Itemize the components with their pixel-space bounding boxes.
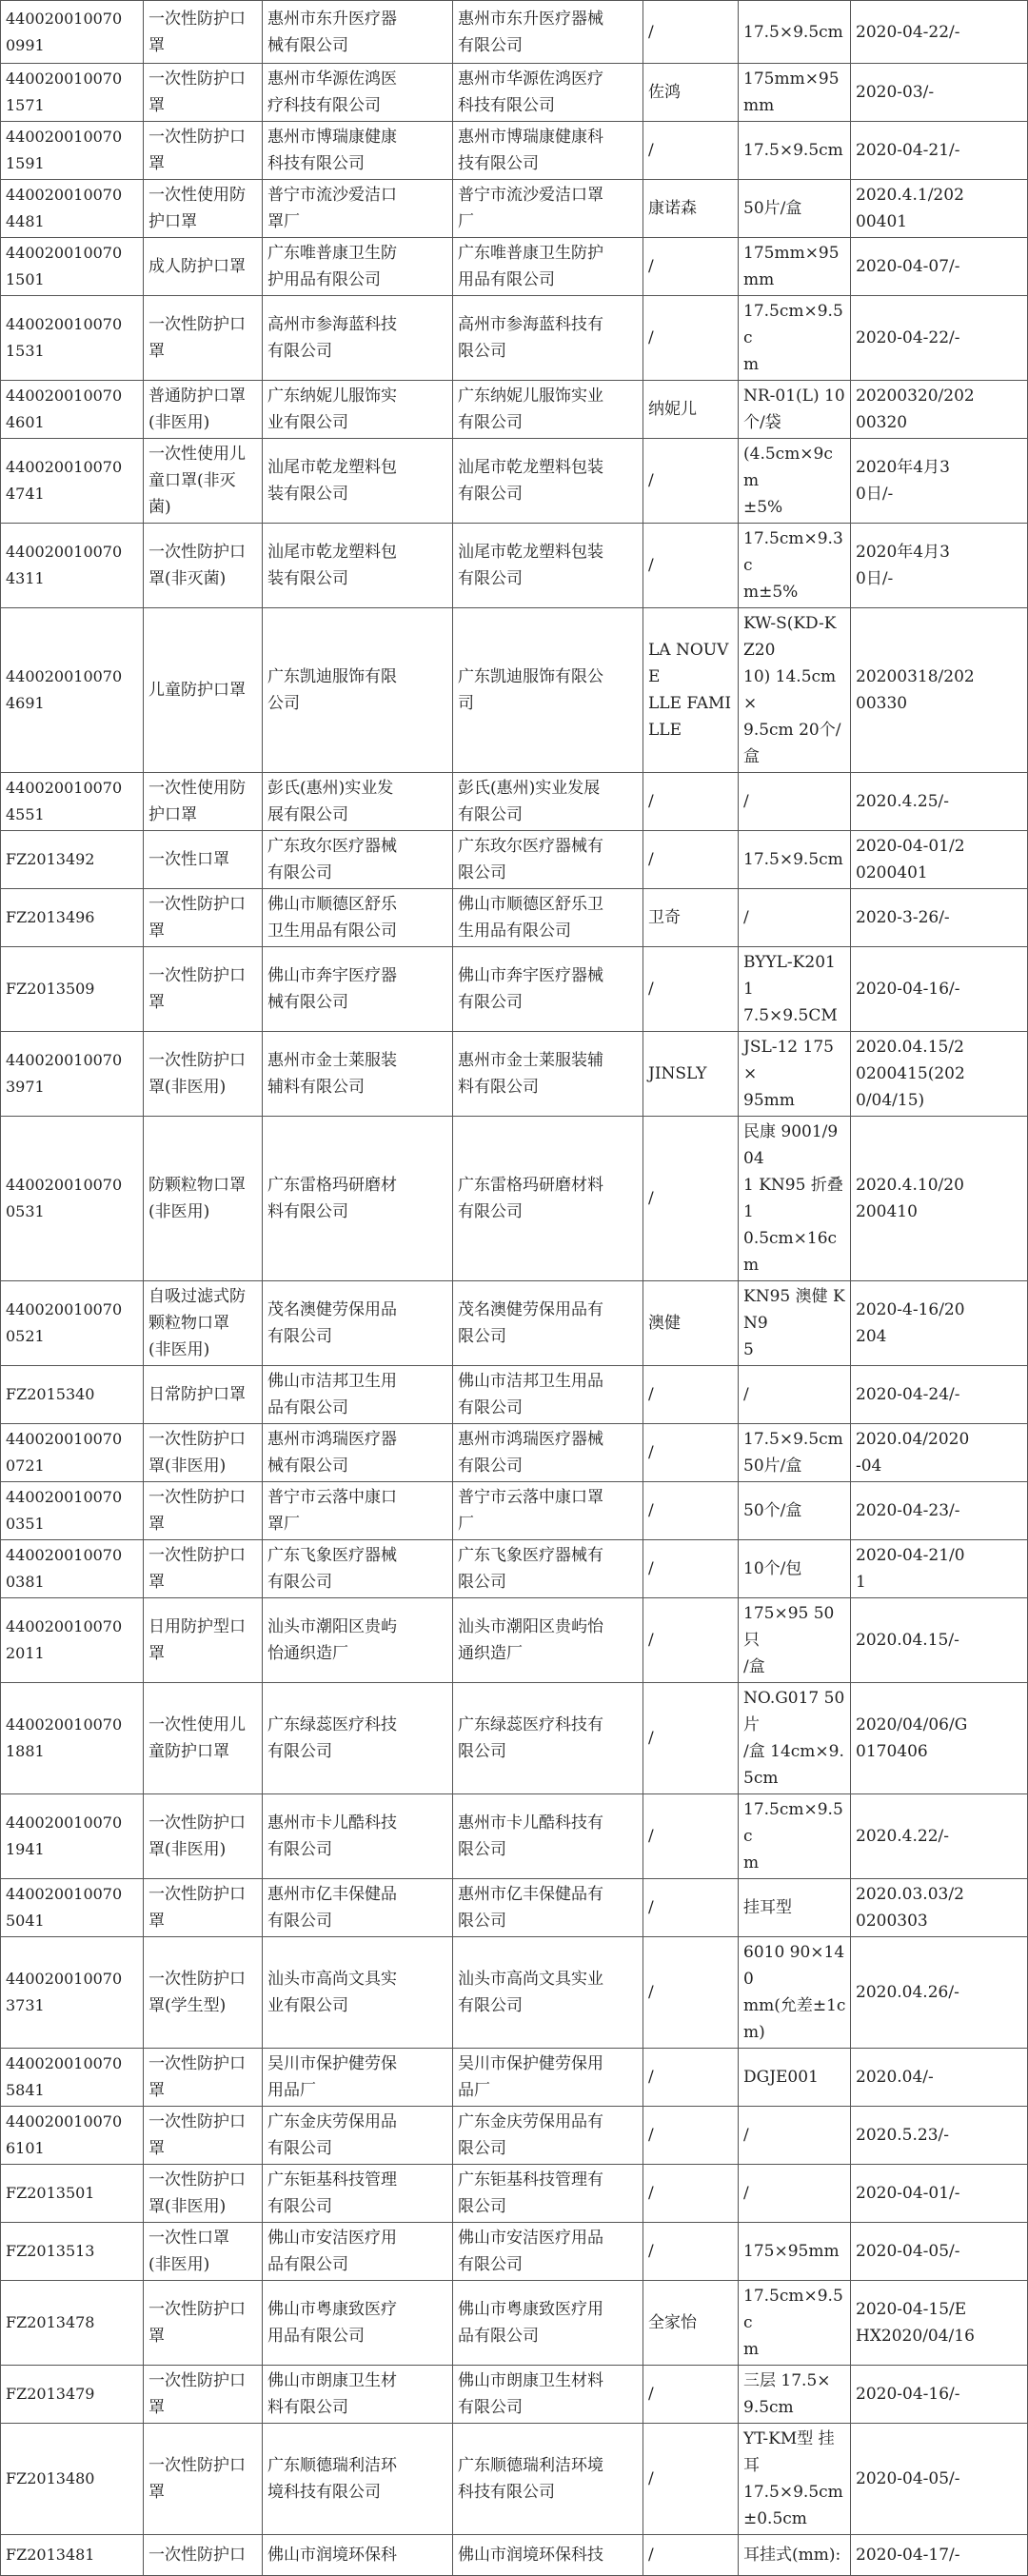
client-cell: 普宁市流沙爱洁口罩 厂	[453, 180, 643, 238]
spec-cell: /	[739, 2165, 851, 2223]
producer-cell: 汕头市高尚文具实 业有限公司	[263, 1937, 453, 2049]
client-cell: 广东纳妮儿服饰实业 有限公司	[453, 381, 643, 439]
producer-cell: 惠州市鸿瑞医疗器 械有限公司	[263, 1424, 453, 1482]
client-cell: 佛山市奔宇医疗器械 有限公司	[453, 947, 643, 1032]
spec-cell: 17.5×9.5cm	[739, 831, 851, 889]
spec-cell: 17.5cm×9.5c m	[739, 296, 851, 381]
product-name-cell: 一次性防护口 罩(非灭菌)	[144, 524, 263, 608]
product-name-cell: 日用防护型口 罩	[144, 1598, 263, 1683]
batch-date-cell: 2020-4-16/20 204	[851, 1281, 1028, 1366]
client-cell: 惠州市金士莱服装辅 料有限公司	[453, 1032, 643, 1117]
brand-cell: 卫奇	[643, 889, 739, 947]
product-name-cell: 一次性使用儿 童口罩(非灭 菌)	[144, 439, 263, 524]
producer-cell: 惠州市华源佐鸿医 疗科技有限公司	[263, 64, 453, 122]
product-name-cell: 一次性防护口 罩(非医用)	[144, 1424, 263, 1482]
product-name-cell: 自吸过滤式防 颗粒物口罩 (非医用)	[144, 1281, 263, 1366]
product-code-cell: 440020010070 4311	[1, 524, 144, 608]
spec-cell: 175×95mm	[739, 2223, 851, 2281]
product-code-cell: 440020010070 4691	[1, 608, 144, 773]
producer-cell: 佛山市润境环保科	[263, 2535, 453, 2576]
spec-cell: 17.5cm×9.5c m	[739, 1794, 851, 1879]
producer-cell: 佛山市安洁医疗用 品有限公司	[263, 2223, 453, 2281]
batch-date-cell: 2020-04-05/-	[851, 2223, 1028, 2281]
table-row	[1, 439, 1028, 524]
batch-date-cell: 2020-04-16/-	[851, 2366, 1028, 2424]
client-cell: 广东玫尔医疗器械有 限公司	[453, 831, 643, 889]
product-code-cell: 440020010070 0721	[1, 1424, 144, 1482]
spec-cell: /	[739, 773, 851, 831]
producer-cell: 惠州市金士莱服装 辅料有限公司	[263, 1032, 453, 1117]
product-name-cell: 普通防护口罩 (非医用)	[144, 381, 263, 439]
client-cell: 佛山市顺德区舒乐卫 生用品有限公司	[453, 889, 643, 947]
spec-cell: 50片/盒	[739, 180, 851, 238]
product-code-cell: 440020010070 1501	[1, 238, 144, 296]
spec-cell: KW-S(KD-KZ20 10) 14.5cm× 9.5cm 20个/ 盒	[739, 608, 851, 773]
table-row	[1, 1117, 1028, 1281]
product-code-cell: FZ2015340	[1, 1366, 144, 1424]
table-row	[1, 608, 1028, 773]
batch-date-cell: 2020-3-26/-	[851, 889, 1028, 947]
brand-cell: 康诺森	[643, 180, 739, 238]
product-code-cell: 440020010070 4551	[1, 773, 144, 831]
table-row	[1, 180, 1028, 238]
table-row	[1, 889, 1028, 947]
brand-cell: /	[643, 831, 739, 889]
batch-date-cell: 2020.04/2020 -04	[851, 1424, 1028, 1482]
product-code-cell: 440020010070 0991	[1, 1, 144, 64]
table-row	[1, 238, 1028, 296]
table-row	[1, 524, 1028, 608]
brand-cell: /	[643, 2535, 739, 2576]
client-cell: 佛山市润境环保科技	[453, 2535, 643, 2576]
producer-cell: 茂名澳健劳保用品 有限公司	[263, 1281, 453, 1366]
spec-cell: /	[739, 889, 851, 947]
spec-cell: 10个/包	[739, 1540, 851, 1598]
batch-date-cell: 2020.04.26/-	[851, 1937, 1028, 2049]
table-row	[1, 1, 1028, 64]
producer-cell: 佛山市朗康卫生材 料有限公司	[263, 2366, 453, 2424]
brand-cell: /	[643, 1366, 739, 1424]
batch-date-cell: 2020-04-22/-	[851, 296, 1028, 381]
table-row	[1, 947, 1028, 1032]
batch-date-cell: 2020-04-15/E HX2020/04/16	[851, 2281, 1028, 2366]
batch-date-cell: 2020-04-17/-	[851, 2535, 1028, 2576]
producer-cell: 普宁市流沙爱洁口 罩厂	[263, 180, 453, 238]
product-name-cell: 日常防护口罩	[144, 1366, 263, 1424]
product-code-cell: FZ2013509	[1, 947, 144, 1032]
product-name-cell: 一次性防护口 罩	[144, 947, 263, 1032]
product-name-cell: 一次性防护口 罩	[144, 1540, 263, 1598]
producer-cell: 高州市参海蓝科技 有限公司	[263, 296, 453, 381]
brand-cell: JINSLY	[643, 1032, 739, 1117]
client-cell: 惠州市东升医疗器械 有限公司	[453, 1, 643, 64]
brand-cell: /	[643, 122, 739, 180]
client-cell: 广东唯普康卫生防护 用品有限公司	[453, 238, 643, 296]
brand-cell: /	[643, 947, 739, 1032]
client-cell: 汕尾市乾龙塑料包装 有限公司	[453, 439, 643, 524]
batch-date-cell: 2020-04-05/-	[851, 2424, 1028, 2535]
batch-date-cell: 2020-04-07/-	[851, 238, 1028, 296]
brand-cell: /	[643, 1540, 739, 1598]
product-code-cell: 440020010070 1591	[1, 122, 144, 180]
product-code-cell: 440020010070 3731	[1, 1937, 144, 2049]
product-name-cell: 一次性防护口 罩	[144, 2366, 263, 2424]
client-cell: 茂名澳健劳保用品有 限公司	[453, 1281, 643, 1366]
table-row	[1, 296, 1028, 381]
spec-cell: 50个/盒	[739, 1482, 851, 1540]
batch-date-cell: 2020-04-16/-	[851, 947, 1028, 1032]
table-row	[1, 2535, 1028, 2576]
product-name-cell: 一次性使用防 护口罩	[144, 773, 263, 831]
product-code-cell: FZ2013481	[1, 2535, 144, 2576]
table-row	[1, 1281, 1028, 1366]
table-row	[1, 2223, 1028, 2281]
brand-cell: /	[643, 2366, 739, 2424]
product-name-cell: 一次性防护口 罩	[144, 122, 263, 180]
table-row	[1, 1683, 1028, 1794]
table-row	[1, 2049, 1028, 2107]
brand-cell: 澳健	[643, 1281, 739, 1366]
product-name-cell: 一次性防护口 罩(非医用)	[144, 1794, 263, 1879]
product-code-cell: 440020010070 0531	[1, 1117, 144, 1281]
batch-date-cell: 2020-04-23/-	[851, 1482, 1028, 1540]
product-name-cell: 一次性防护口 罩	[144, 1482, 263, 1540]
brand-cell: 佐鸿	[643, 64, 739, 122]
brand-cell: /	[643, 296, 739, 381]
table-row	[1, 381, 1028, 439]
batch-date-cell: 2020.4.25/-	[851, 773, 1028, 831]
batch-date-cell: 2020-03/-	[851, 64, 1028, 122]
client-cell: 惠州市鸿瑞医疗器械 有限公司	[453, 1424, 643, 1482]
batch-date-cell: 2020.03.03/2 0200303	[851, 1879, 1028, 1937]
brand-cell: /	[643, 1937, 739, 2049]
product-name-cell: 一次性防护口 罩	[144, 889, 263, 947]
product-name-cell: 一次性防护口 罩	[144, 2424, 263, 2535]
spec-cell: 三层 17.5× 9.5cm	[739, 2366, 851, 2424]
spec-cell: 175mm×95mm	[739, 238, 851, 296]
product-code-cell: FZ2013480	[1, 2424, 144, 2535]
batch-date-cell: 2020-04-21/-	[851, 122, 1028, 180]
product-code-cell: FZ2013513	[1, 2223, 144, 2281]
brand-cell: /	[643, 439, 739, 524]
product-name-cell: 一次性防护口 罩	[144, 2107, 263, 2165]
client-cell: 高州市参海蓝科技有 限公司	[453, 296, 643, 381]
brand-cell: /	[643, 2107, 739, 2165]
client-cell: 汕尾市乾龙塑料包装 有限公司	[453, 524, 643, 608]
spec-cell: 耳挂式(mm):	[739, 2535, 851, 2576]
batch-date-cell: 2020.4.22/-	[851, 1794, 1028, 1879]
brand-cell: /	[643, 2049, 739, 2107]
product-name-cell: 一次性防护口 罩	[144, 296, 263, 381]
table-row	[1, 2366, 1028, 2424]
batch-date-cell: 20200318/202 00330	[851, 608, 1028, 773]
batch-date-cell: 2020.04.15/-	[851, 1598, 1028, 1683]
table-row	[1, 1794, 1028, 1879]
product-name-cell: 一次性防护口 罩(非医用)	[144, 1032, 263, 1117]
batch-date-cell: 2020.4.10/20 200410	[851, 1117, 1028, 1281]
product-name-cell: 一次性防护口 罩(非医用)	[144, 2165, 263, 2223]
product-name-cell: 儿童防护口罩	[144, 608, 263, 773]
product-code-cell: 440020010070 5841	[1, 2049, 144, 2107]
client-cell: 佛山市洁邦卫生用品 有限公司	[453, 1366, 643, 1424]
product-name-cell: 一次性使用防 护口罩	[144, 180, 263, 238]
product-code-cell: 440020010070 1941	[1, 1794, 144, 1879]
producer-cell: 彭氏(惠州)实业发 展有限公司	[263, 773, 453, 831]
client-cell: 汕头市潮阳区贵屿怡 通织造厂	[453, 1598, 643, 1683]
batch-date-cell: 20200320/202 00320	[851, 381, 1028, 439]
product-code-cell: 440020010070 0381	[1, 1540, 144, 1598]
client-cell: 佛山市朗康卫生材料 有限公司	[453, 2366, 643, 2424]
table-row	[1, 64, 1028, 122]
spec-cell: 175mm×95mm	[739, 64, 851, 122]
table-row	[1, 1482, 1028, 1540]
batch-date-cell: 2020-04-01/2 0200401	[851, 831, 1028, 889]
product-code-cell: FZ2013496	[1, 889, 144, 947]
product-name-cell: 一次性防护口 罩(学生型)	[144, 1937, 263, 2049]
brand-cell: /	[643, 1482, 739, 1540]
table-row	[1, 2424, 1028, 2535]
producer-cell: 广东雷格玛研磨材 料有限公司	[263, 1117, 453, 1281]
client-cell: 佛山市安洁医疗用品 有限公司	[453, 2223, 643, 2281]
client-cell: 彭氏(惠州)实业发展 有限公司	[453, 773, 643, 831]
client-cell: 广东钜基科技管理有 限公司	[453, 2165, 643, 2223]
client-cell: 广东顺德瑞利洁环境 科技有限公司	[453, 2424, 643, 2535]
brand-cell: 全家怡	[643, 2281, 739, 2366]
producer-cell: 惠州市东升医疗器 械有限公司	[263, 1, 453, 64]
product-name-cell: 一次性防护口 罩	[144, 1879, 263, 1937]
product-code-cell: 440020010070 6101	[1, 2107, 144, 2165]
spec-cell: 挂耳型	[739, 1879, 851, 1937]
product-code-cell: FZ2013492	[1, 831, 144, 889]
client-cell: 惠州市卡儿酷科技有 限公司	[453, 1794, 643, 1879]
brand-cell: LA NOUVE LLE FAMI LLE	[643, 608, 739, 773]
brand-cell: /	[643, 1424, 739, 1482]
table-row	[1, 1366, 1028, 1424]
producer-cell: 汕尾市乾龙塑料包 装有限公司	[263, 439, 453, 524]
spec-cell: /	[739, 1366, 851, 1424]
spec-cell: 17.5×9.5cm	[739, 122, 851, 180]
brand-cell: /	[643, 1598, 739, 1683]
product-name-cell: 一次性使用儿 童防护口罩	[144, 1683, 263, 1794]
table-row	[1, 773, 1028, 831]
producer-cell: 汕尾市乾龙塑料包 装有限公司	[263, 524, 453, 608]
product-code-cell: 440020010070 3971	[1, 1032, 144, 1117]
product-code-cell: 440020010070 1531	[1, 296, 144, 381]
product-code-cell: FZ2013479	[1, 2366, 144, 2424]
client-cell: 惠州市博瑞康健康科 技有限公司	[453, 122, 643, 180]
spec-cell: 民康 9001/904 1 KN95 折叠 1 0.5cm×16cm	[739, 1117, 851, 1281]
spec-cell: NO.G017 50片 /盒 14cm×9. 5cm	[739, 1683, 851, 1794]
brand-cell: /	[643, 524, 739, 608]
product-code-cell: 440020010070 1571	[1, 64, 144, 122]
spec-cell: (4.5cm×9cm ±5%	[739, 439, 851, 524]
spec-cell: /	[739, 2107, 851, 2165]
client-cell: 普宁市云落中康口罩 厂	[453, 1482, 643, 1540]
producer-cell: 广东顺德瑞利洁环 境科技有限公司	[263, 2424, 453, 2535]
client-cell: 广东绿蕊医疗科技有 限公司	[453, 1683, 643, 1794]
product-name-cell: 一次性防护口 罩	[144, 2049, 263, 2107]
batch-date-cell: 2020.5.23/-	[851, 2107, 1028, 2165]
table-row	[1, 1598, 1028, 1683]
spec-cell: 6010 90×140 mm(允差±1c m)	[739, 1937, 851, 2049]
producer-cell: 惠州市亿丰保健品 有限公司	[263, 1879, 453, 1937]
product-name-cell: 防颗粒物口罩 (非医用)	[144, 1117, 263, 1281]
producer-cell: 广东飞象医疗器械 有限公司	[263, 1540, 453, 1598]
client-cell: 佛山市粤康致医疗用 品有限公司	[453, 2281, 643, 2366]
producer-cell: 佛山市洁邦卫生用 品有限公司	[263, 1366, 453, 1424]
product-code-cell: 440020010070 0351	[1, 1482, 144, 1540]
spec-cell: 17.5cm×9.5c m	[739, 2281, 851, 2366]
product-code-cell: 440020010070 4741	[1, 439, 144, 524]
producer-cell: 广东唯普康卫生防 护用品有限公司	[263, 238, 453, 296]
product-code-cell: 440020010070 1881	[1, 1683, 144, 1794]
product-code-cell: 440020010070 2011	[1, 1598, 144, 1683]
producer-cell: 惠州市卡儿酷科技 有限公司	[263, 1794, 453, 1879]
table-row	[1, 1937, 1028, 2049]
client-cell: 汕头市高尚文具实业 有限公司	[453, 1937, 643, 2049]
product-name-cell: 一次性口罩 (非医用)	[144, 2223, 263, 2281]
producer-cell: 广东绿蕊医疗科技 有限公司	[263, 1683, 453, 1794]
batch-date-cell: 2020.04/-	[851, 2049, 1028, 2107]
batch-date-cell: 2020.4.1/202 00401	[851, 180, 1028, 238]
producer-cell: 吴川市保护健劳保 用品厂	[263, 2049, 453, 2107]
batch-date-cell: 2020-04-24/-	[851, 1366, 1028, 1424]
client-cell: 广东凯迪服饰有限公 司	[453, 608, 643, 773]
brand-cell: /	[643, 238, 739, 296]
spec-cell: 17.5×9.5cm	[739, 1, 851, 64]
product-name-cell: 一次性口罩	[144, 831, 263, 889]
brand-cell: /	[643, 1, 739, 64]
spec-cell: 175×95 50只 /盒	[739, 1598, 851, 1683]
table-row	[1, 2165, 1028, 2223]
batch-date-cell: 2020-04-22/-	[851, 1, 1028, 64]
producer-cell: 汕头市潮阳区贵屿 怡通织造厂	[263, 1598, 453, 1683]
batch-date-cell: 2020/04/06/G 0170406	[851, 1683, 1028, 1794]
spec-cell: YT-KM型 挂耳 17.5×9.5cm ±0.5cm	[739, 2424, 851, 2535]
producer-cell: 佛山市粤康致医疗 用品有限公司	[263, 2281, 453, 2366]
producer-cell: 惠州市博瑞康健康 科技有限公司	[263, 122, 453, 180]
spec-cell: 17.5cm×9.3c m±5%	[739, 524, 851, 608]
product-code-cell: 440020010070 5041	[1, 1879, 144, 1937]
table-row	[1, 122, 1028, 180]
product-code-cell: FZ2013501	[1, 2165, 144, 2223]
producer-cell: 佛山市奔宇医疗器 械有限公司	[263, 947, 453, 1032]
client-cell: 广东金庆劳保用品有 限公司	[453, 2107, 643, 2165]
product-name-cell: 一次性防护口	[144, 2535, 263, 2576]
product-name-cell: 一次性防护口 罩	[144, 64, 263, 122]
product-code-cell: FZ2013478	[1, 2281, 144, 2366]
producer-cell: 普宁市云落中康口 罩厂	[263, 1482, 453, 1540]
client-cell: 吴川市保护健劳保用 品厂	[453, 2049, 643, 2107]
producer-cell: 佛山市顺德区舒乐 卫生用品有限公司	[263, 889, 453, 947]
brand-cell: /	[643, 2223, 739, 2281]
client-cell: 广东雷格玛研磨材料 有限公司	[453, 1117, 643, 1281]
client-cell: 广东飞象医疗器械有 限公司	[453, 1540, 643, 1598]
batch-date-cell: 2020-04-01/-	[851, 2165, 1028, 2223]
table-row	[1, 1879, 1028, 1937]
table-row	[1, 1424, 1028, 1482]
brand-cell: /	[643, 1683, 739, 1794]
brand-cell: 纳妮儿	[643, 381, 739, 439]
spec-cell: KN95 澳健 KN9 5	[739, 1281, 851, 1366]
spec-cell: DGJE001	[739, 2049, 851, 2107]
batch-date-cell: 2020年4月3 0日/-	[851, 439, 1028, 524]
table-row	[1, 831, 1028, 889]
table-row	[1, 1540, 1028, 1598]
producer-cell: 广东玫尔医疗器械 有限公司	[263, 831, 453, 889]
client-cell: 惠州市亿丰保健品有 限公司	[453, 1879, 643, 1937]
brand-cell: /	[643, 2424, 739, 2535]
product-name-cell: 成人防护口罩	[144, 238, 263, 296]
product-code-cell: 440020010070 4481	[1, 180, 144, 238]
product-name-cell: 一次性防护口 罩	[144, 1, 263, 64]
spec-cell: 17.5×9.5cm 50片/盒	[739, 1424, 851, 1482]
producer-cell: 广东钜基科技管理 有限公司	[263, 2165, 453, 2223]
spec-cell: BYYL-K201 1 7.5×9.5CM	[739, 947, 851, 1032]
batch-date-cell: 2020年4月3 0日/-	[851, 524, 1028, 608]
spec-cell: JSL-12 175× 95mm	[739, 1032, 851, 1117]
product-code-cell: 440020010070 0521	[1, 1281, 144, 1366]
brand-cell: /	[643, 1879, 739, 1937]
batch-date-cell: 2020-04-21/0 1	[851, 1540, 1028, 1598]
producer-cell: 广东凯迪服饰有限 公司	[263, 608, 453, 773]
brand-cell: /	[643, 773, 739, 831]
brand-cell: /	[643, 1794, 739, 1879]
spec-cell: NR-01(L) 10 个/袋	[739, 381, 851, 439]
brand-cell: /	[643, 2165, 739, 2223]
batch-date-cell: 2020.04.15/2 0200415(202 0/04/15)	[851, 1032, 1028, 1117]
table-row	[1, 2281, 1028, 2366]
product-name-cell: 一次性防护口 罩	[144, 2281, 263, 2366]
table-row	[1, 1032, 1028, 1117]
product-code-cell: 440020010070 4601	[1, 381, 144, 439]
producer-cell: 广东金庆劳保用品 有限公司	[263, 2107, 453, 2165]
producer-cell: 广东纳妮儿服饰实 业有限公司	[263, 381, 453, 439]
brand-cell: /	[643, 1117, 739, 1281]
table-row	[1, 2107, 1028, 2165]
client-cell: 惠州市华源佐鸿医疗 科技有限公司	[453, 64, 643, 122]
